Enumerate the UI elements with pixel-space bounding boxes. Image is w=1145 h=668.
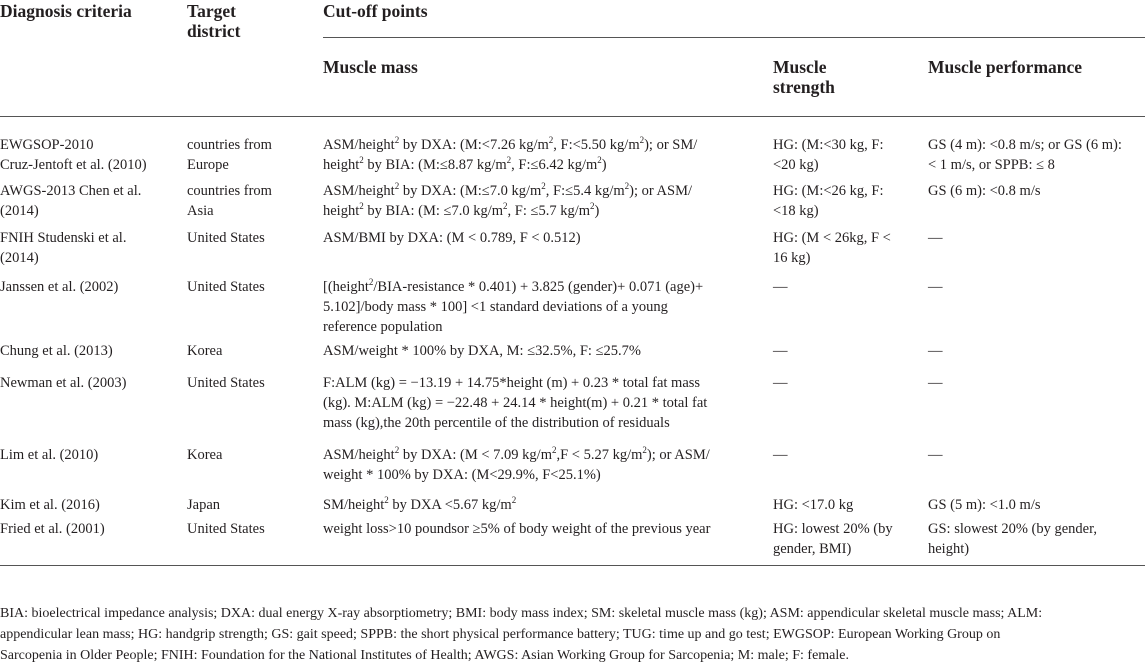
muscle-performance-cell: GS: slowest 20% (by gender, height) bbox=[928, 521, 1097, 557]
muscle-strength-cell: — bbox=[773, 279, 788, 295]
muscle-strength-cell: — bbox=[773, 447, 788, 463]
district-cell: United States bbox=[187, 279, 265, 295]
muscle-performance-cell: — bbox=[928, 279, 943, 295]
muscle-mass-cell: [(height$^2$/BIA-resistance * 0.401) + 3.825 (gender)+ 0.071 (age)+ 5.102]/body mass * 100] <1 standard deviations of a young reference population bbox=[323, 277, 704, 335]
district-cell: Korea bbox=[187, 343, 223, 359]
muscle-performance-cell: GS (5 m): <1.0 m/s bbox=[928, 497, 1041, 513]
criteria-cell: Newman et al. (2003) bbox=[0, 375, 127, 391]
header-row bbox=[0, 0, 1145, 38]
criteria-cell: Kim et al. (2016) bbox=[0, 497, 100, 513]
table-footnote: BIA: bioelectrical impedance analysis; DXA: dual energy X-ray absorptiometry; BMI: body mass index; SM: skeletal muscle mass (kg); ASM: appendicular skeletal muscle mass; ALM: appendicular lean mass; HG: handgrip strength; GS: gait speed; SPPB: the short physical performance battery; TUG: time up and go test; EWGSOP: European Working Group on Sarcopenia in Older People; FNIH: Foundation for the National Institutes of Health; AWGS: Asian Working Group for Sarcopenia; M: male; F: female. bbox=[0, 606, 1043, 663]
muscle-mass-cell: ASM/weight * 100% by DXA, M: ≤32.5%, F: ≤25.7% bbox=[323, 343, 642, 359]
muscle-mass-cell: ASM/height$^2$ by DXA: (M < 7.09 $kg/m^2,F < 5.27$ $kg/m^2$); or ASM/ weight * 100% by DXA: (M<29.9%, F<25.1%) bbox=[323, 445, 710, 483]
criteria-cell: AWGS-2013 Chen et al. (2014) bbox=[0, 183, 142, 219]
muscle-mass-cell: SM/height$^2$ by DXA <5.67 $kg/m^2$ bbox=[323, 495, 517, 513]
district-cell: countries from Europe bbox=[187, 137, 272, 173]
table-row bbox=[0, 519, 1145, 566]
district-cell: countries from Asia bbox=[187, 183, 272, 219]
muscle-performance-cell: GS (4 m): <0.8 m/s; or GS (6 m): < 1 m/s, or SPPB: ≤ 8 bbox=[928, 137, 1122, 173]
criteria-cell: EWGSOP-2010 Cruz-Jentoft et al. (2010) bbox=[0, 137, 147, 173]
header-muscle-strength: Muscle strength bbox=[773, 57, 835, 97]
muscle-performance-cell: — bbox=[928, 230, 943, 246]
criteria-cell: Janssen et al. (2002) bbox=[0, 279, 119, 295]
muscle-strength-cell: HG: (M < 26kg, F < 16 kg) bbox=[773, 230, 891, 266]
header-diagnosis-criteria: Diagnosis criteria bbox=[0, 1, 132, 21]
district-cell: United States bbox=[187, 521, 265, 537]
table-row bbox=[0, 442, 1145, 489]
district-cell: United States bbox=[187, 375, 265, 391]
header-cutoff-points: Cut-off points bbox=[323, 0, 1145, 38]
muscle-performance-cell: GS (6 m): <0.8 m/s bbox=[928, 183, 1041, 199]
muscle-mass-cell: F:ALM (kg) = −13.19 + 14.75*height (m) + 0.23 * total fat mass (kg). M:ALM (kg) = −22.48 + 24.14 * height(m) + 0.21 * total fat mass (kg),the 20th percentile of the distribution of residuals bbox=[323, 375, 708, 431]
muscle-performance-cell: — bbox=[928, 447, 943, 463]
muscle-strength-cell: HG: (M:<30 kg, F: <20 kg) bbox=[773, 137, 884, 173]
district-cell: Korea bbox=[187, 447, 223, 463]
muscle-mass-cell: ASM/BMI by DXA: (M < 0.789, F < 0.512) bbox=[323, 230, 581, 246]
muscle-performance-cell: — bbox=[928, 343, 943, 359]
muscle-mass-cell: weight loss>10 poundsor ≥5% of body weight of the previous year bbox=[323, 521, 711, 537]
table-row bbox=[0, 369, 1145, 442]
table-row bbox=[0, 117, 1145, 178]
muscle-strength-cell: — bbox=[773, 375, 788, 391]
muscle-performance-cell: — bbox=[928, 375, 943, 391]
table-row bbox=[0, 177, 1145, 227]
district-cell: Japan bbox=[187, 497, 221, 513]
muscle-strength-cell: HG: lowest 20% (by gender, BMI) bbox=[773, 521, 893, 557]
table-row bbox=[0, 227, 1145, 277]
muscle-mass-cell: ASM/height$^2$ by DXA: (M:<7.26 $kg/m^2$, F:<5.50 $kg/m^2$); or SM/ height$^2$ by BIA: (M:≤8.87 $kg/m^2$, F:≤6.42 $kg/m^2$) bbox=[323, 135, 698, 173]
header-muscle-mass: Muscle mass bbox=[323, 57, 418, 77]
criteria-cell: Chung et al. (2013) bbox=[0, 343, 113, 359]
table-row bbox=[0, 277, 1145, 339]
table-row bbox=[0, 339, 1145, 369]
district-cell: United States bbox=[187, 230, 265, 246]
criteria-cell: Fried et al. (2001) bbox=[0, 521, 105, 537]
muscle-strength-cell: HG: (M:<26 kg, F: <18 kg) bbox=[773, 183, 884, 219]
muscle-strength-cell: HG: <17.0 kg bbox=[773, 497, 854, 513]
muscle-mass-cell: ASM/height$^2$ by DXA: (M:≤7.0 $kg/m^2$, F:≤5.4 $kg/m^2$); or ASM/ height$^2$ by BIA: (M: ≤7.0 $kg/m^2$, F: ≤5.7 $kg/m^2$) bbox=[323, 181, 692, 219]
table-row bbox=[0, 489, 1145, 519]
header-muscle-performance: Muscle performance bbox=[928, 57, 1083, 77]
muscle-strength-cell: — bbox=[773, 343, 788, 359]
header-target-district: Target district bbox=[187, 1, 241, 41]
criteria-cell: FNIH Studenski et al. (2014) bbox=[0, 230, 127, 266]
criteria-cell: Lim et al. (2010) bbox=[0, 447, 99, 463]
